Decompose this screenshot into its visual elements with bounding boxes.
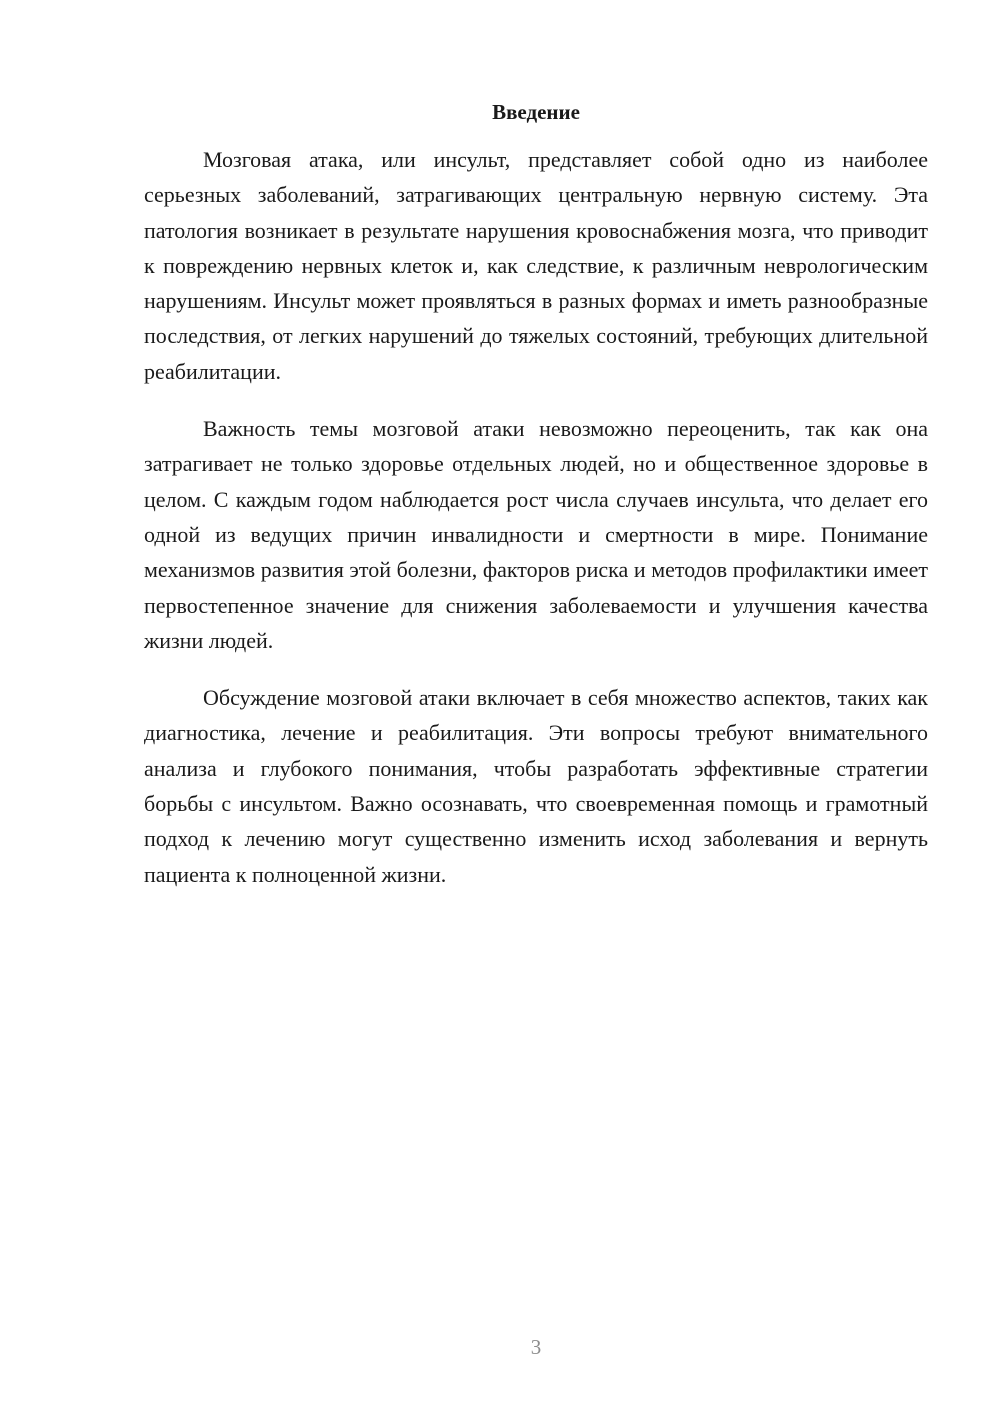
paragraph-2: Важность темы мозговой атаки невозможно переоценить, так как она затрагивает не только здоровье отдельных людей, но и общественное здоровье в целом. С каждым годом наблюдается рост числа случаев инсульта, что делает его одной из ведущих причин инвалидности и смертности в мире. Понимание механизмов развития этой болезни, факторов риска и методов профилактики имеет первостепенное значение для снижения заболеваемости и улучшения качества жизни людей.	[144, 416, 928, 653]
page-number: 3	[530, 1335, 542, 1359]
body-text	[144, 142, 928, 914]
paragraph-1: Мозговая атака, или инсульт, представляет собой одно из наиболее серьезных заболеваний, затрагивающих центральную нервную систему. Эта патология возникает в результате нарушения кровоснабжения мозга, что приводит к повреждению нервных клеток и, как следствие, к различным неврологическим нарушениям. Инсульт может проявляться в разных формах и иметь разнообразные последствия, от легких нарушений до тяжелых состояний, требующих длительной реабилитации.	[144, 147, 928, 384]
section-heading: Введение	[492, 100, 580, 124]
paragraph-3: Обсуждение мозговой атаки включает в себя множество аспектов, таких как диагностика, лечение и реабилитация. Эти вопросы требуют внимательного анализа и глубокого понимания, чтобы разработать эффективные стратегии борьбы с инсультом. Важно осознавать, что своевременная помощь и грамотный подход к лечению могут существенно изменить исход заболевания и вернуть пациента к полноценной жизни.	[144, 685, 928, 887]
